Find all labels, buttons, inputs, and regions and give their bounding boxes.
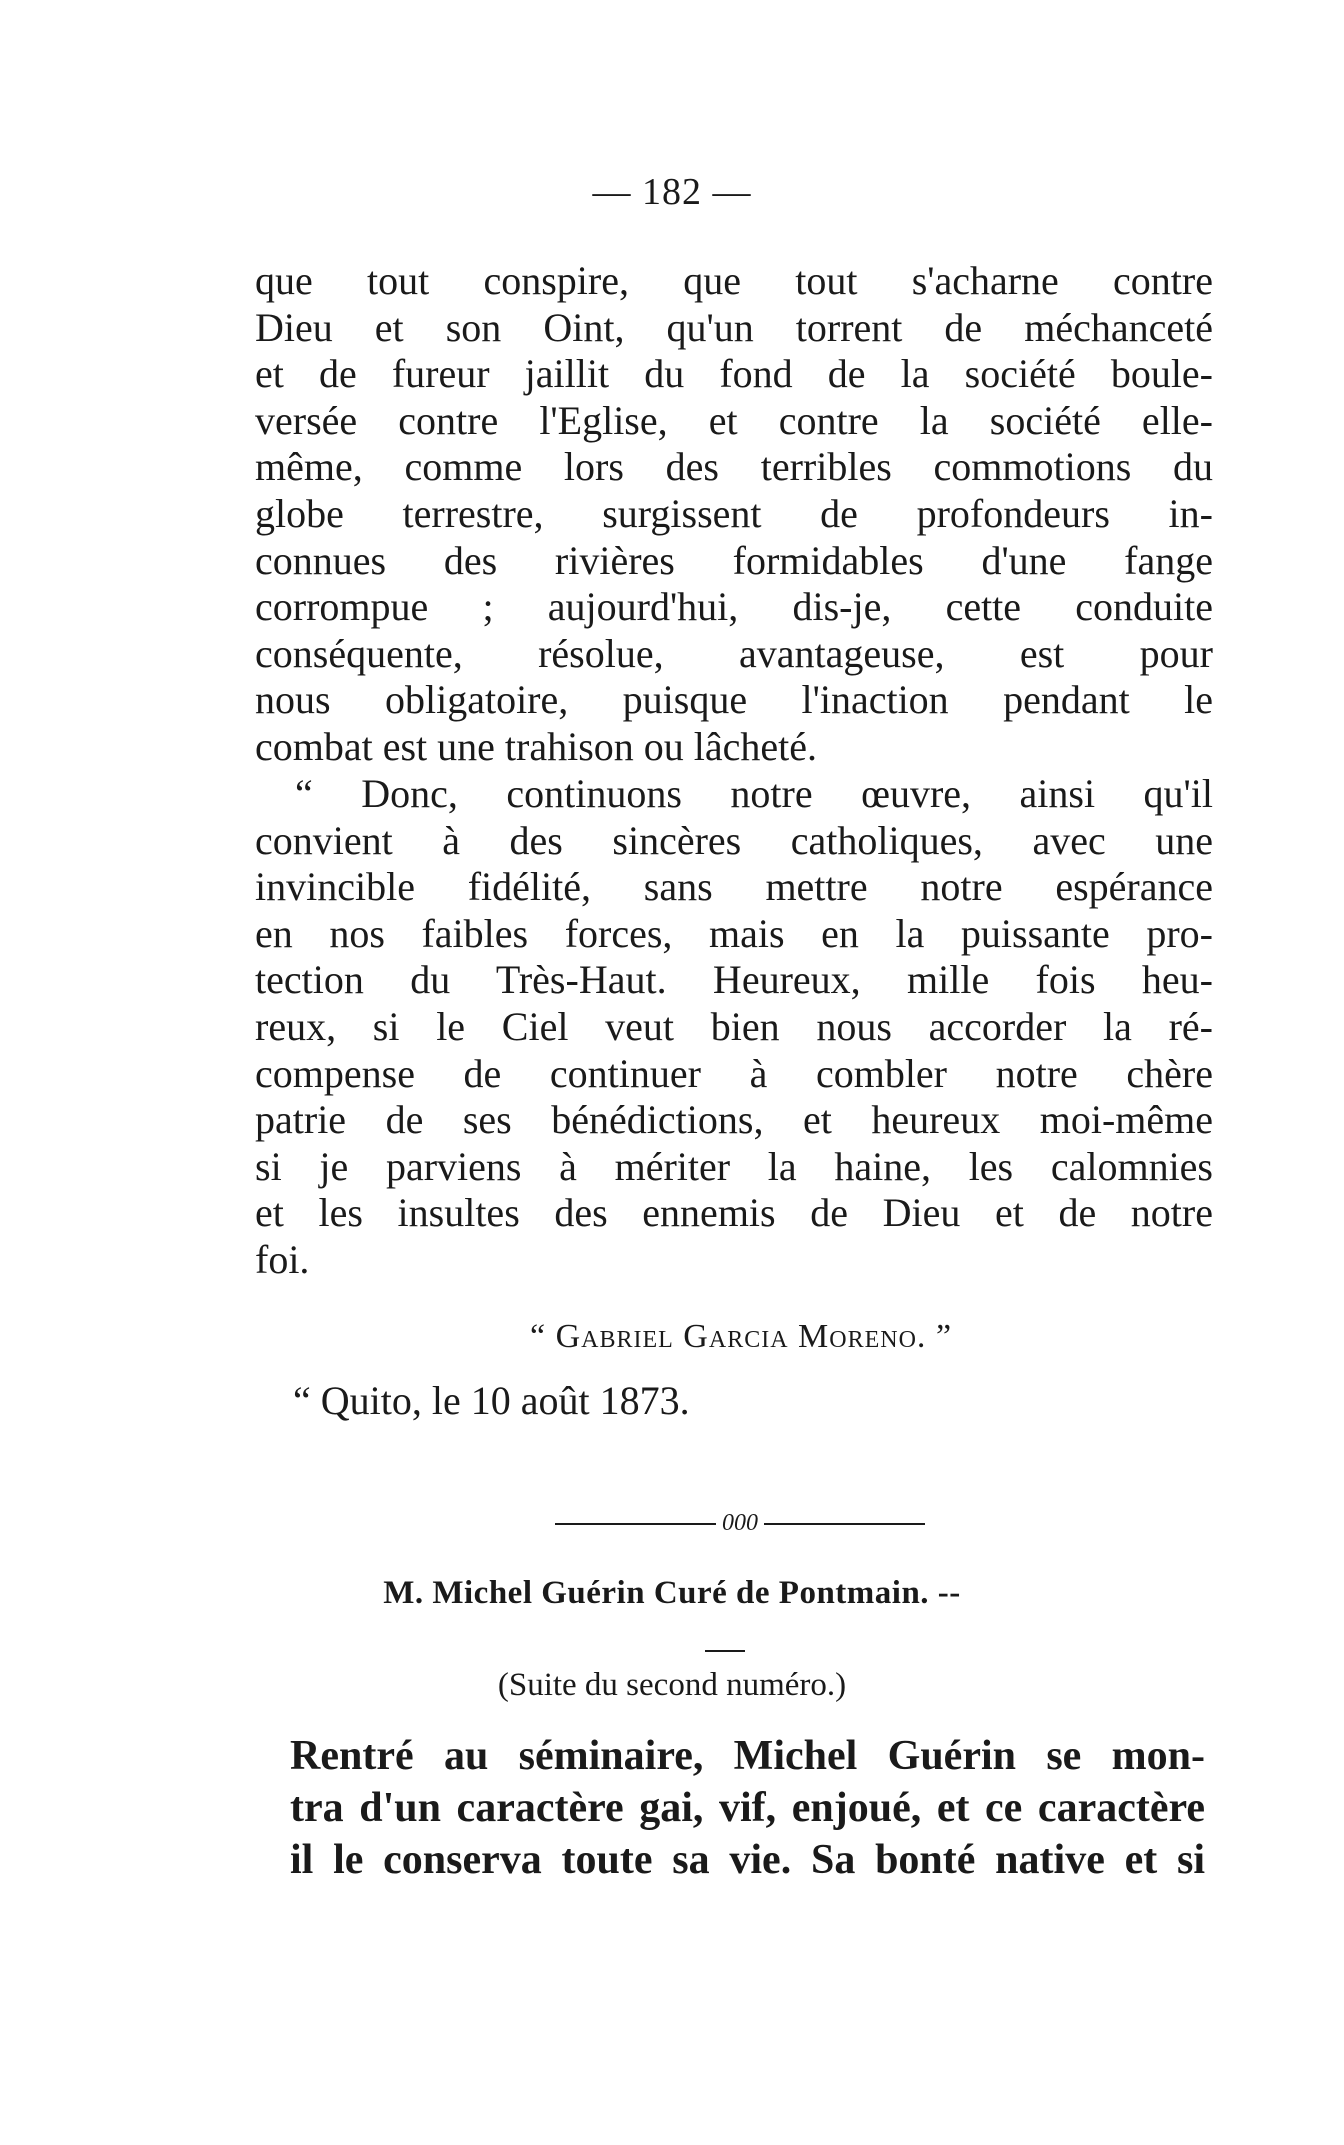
text-line: en nos faibles forces, mais en la puissante pro- bbox=[255, 910, 1213, 956]
text-line: corrompue ; aujourd'hui, dis-je, cette conduite bbox=[255, 584, 1213, 630]
heading-rule bbox=[705, 1650, 745, 1652]
text-line: que tout conspire, que tout s'acharne contre bbox=[255, 258, 1213, 303]
signature-close-quote: ” bbox=[935, 1318, 953, 1355]
text-line: et les insultes des ennemis de Dieu et de notre bbox=[255, 1190, 1213, 1236]
date-line: “ Quito, le 10 août 1873. bbox=[293, 1378, 690, 1423]
text-line: versée contre l'Eglise, et contre la société elle- bbox=[255, 397, 1213, 443]
section-heading: M. Michel Guérin Curé de Pontmain. -- bbox=[383, 1575, 961, 1611]
text-line: il le conserva toute sa vie. Sa bonté native et si bbox=[290, 1837, 1205, 1883]
paragraph-section bbox=[290, 1730, 1205, 1886]
text-line: Dieu et son Oint, qu'un torrent de méchanceté bbox=[255, 304, 1213, 350]
text-line: compense de continuer à combler notre chère bbox=[255, 1050, 1213, 1096]
text-line: foi. bbox=[255, 1236, 310, 1282]
divider-ornament: 000 bbox=[722, 1510, 758, 1536]
paragraph-quote bbox=[255, 771, 1213, 1284]
signature bbox=[530, 1318, 952, 1356]
text-line: convient à des sincères catholiques, avec une bbox=[255, 817, 1213, 863]
text-line: même, comme lors des terribles commotions du bbox=[255, 444, 1213, 490]
section-subtitle: (Suite du second numéro.) bbox=[497, 1667, 847, 1703]
section-divider bbox=[555, 1510, 925, 1537]
text-line: et de fureur jaillit du fond de la société boule- bbox=[255, 351, 1213, 397]
text-line: reux, si le Ciel veut bien nous accorder la ré- bbox=[255, 1003, 1213, 1049]
text-line: tra d'un caractère gai, vif, enjoué, et ce caractère bbox=[290, 1785, 1205, 1831]
text-line: connues des rivières formidables d'une fange bbox=[255, 537, 1213, 583]
divider-bar-left bbox=[555, 1523, 716, 1525]
text-line: “ Donc, continuons notre œuvre, ainsi qu'il bbox=[295, 771, 1213, 816]
text-line: Rentré au séminaire, Michel Guérin se mon- bbox=[290, 1733, 1205, 1779]
signature-open-quote: “ bbox=[530, 1318, 547, 1355]
page-number: — 182 — bbox=[592, 171, 752, 213]
text-line: conséquente, résolue, avantageuse, est pour bbox=[255, 630, 1213, 676]
text-line: invincible fidélité, sans mettre notre espérance bbox=[255, 864, 1213, 910]
text-line: patrie de ses bénédictions, et heureux moi-même bbox=[255, 1097, 1213, 1143]
text-line: globe terrestre, surgissent de profondeurs in- bbox=[255, 490, 1213, 536]
signature-name: Gabriel Garcia Moreno. bbox=[555, 1318, 927, 1355]
text-line: combat est une trahison ou lâcheté. bbox=[255, 723, 818, 769]
text-line: tection du Très-Haut. Heureux, mille fois heu- bbox=[255, 957, 1213, 1003]
paragraph-continuation bbox=[255, 258, 1213, 771]
divider-bar-right bbox=[764, 1523, 925, 1525]
text-line: si je parviens à mériter la haine, les calomnies bbox=[255, 1143, 1213, 1189]
text-line: nous obligatoire, puisque l'inaction pendant le bbox=[255, 677, 1213, 723]
